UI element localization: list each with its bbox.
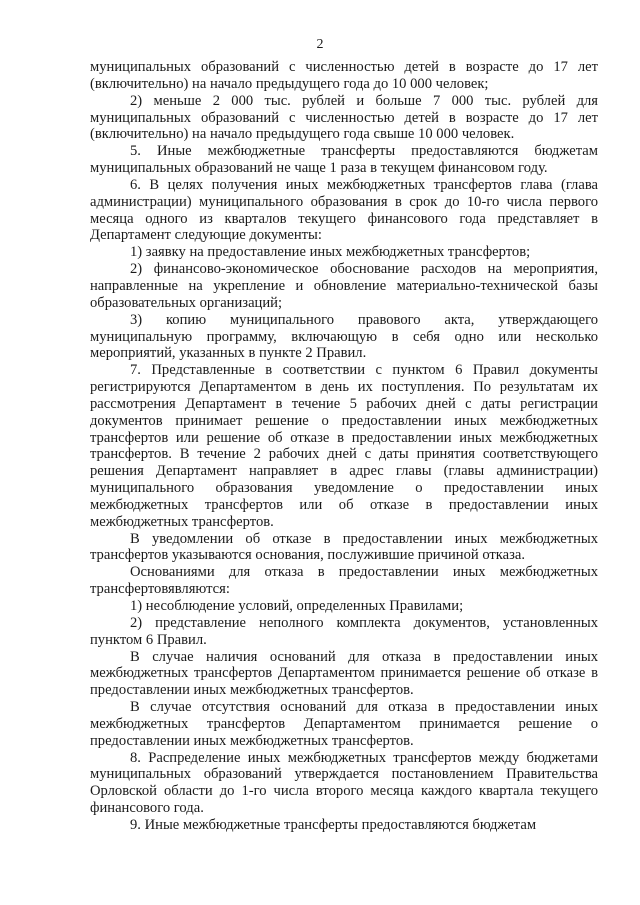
paragraph-clause-7: 7. Представленные в соответствии с пунктом 6 Правил документы регистрируются Департаментом в день их поступления. По результатам их рассмотрения Департамент в течение 5 рабочих дней с даты регистрации документов принимает решение о предоставлении иных межбюджетных трансфертов или решение об отказе в предоставлении иных межбюджетных трансфертов. В течение 2 рабочих дней с даты принятия соответствующего решения Департамент направляет в адрес главы (главы администрации) муниципального образования уведомление о предоставлении иных межбюджетных трансфертов или об отказе в предоставлении иных межбюджетных трансфертов. xyxy=(90,362,598,530)
paragraph-ground-2: 2) представление неполного комплекта документов, установленных пунктом 6 Правил. xyxy=(90,614,598,648)
paragraph-item-6-1: 1) заявку на предоставление иных межбюджетных трансфертов; xyxy=(130,244,531,261)
paragraph-item-4-2: 2) меньше 2 000 тыс. рублей и больше 7 000 тыс. рублей для муниципальных образований с численностью детей в возрасте до 17 лет (включительно) на начало предыдущего года свыше 10 000 человек. xyxy=(90,92,598,143)
paragraph-item-6-3: 3) копию муниципального правового акта, утверждающего муниципальную программу, включающую в себя одно или несколько мероприятий, указанных в пункте 2 Правил. xyxy=(90,311,598,362)
paragraph-refusal-decision: В случае наличия оснований для отказа в предоставлении иных межбюджетных трансфертов Департаментом принимается решение об отказе в предоставлении иных межбюджетных трансфертов. xyxy=(90,648,598,699)
paragraph-continuation: муниципальных образований с численностью детей в возрасте до 17 лет (включительно) на начало предыдущего года до 10 000 человек; xyxy=(90,59,598,92)
paragraph-item-6-2: 2) финансово-экономическое обоснование расходов на мероприятия, направленные на укрепление и обновление материально-технической базы образовательных организаций; xyxy=(90,261,598,311)
paragraph-ground-1: 1) несоблюдение условий, определенных Правилами; xyxy=(130,598,464,614)
document-body xyxy=(90,59,598,834)
paragraph-refusal-grounds: Основаниями для отказа в предоставлении иных межбюджетных трансфертовявляются: xyxy=(90,564,598,598)
page-number: 2 xyxy=(316,37,324,52)
paragraph-clause-8: 8. Распределение иных межбюджетных трансфертов между бюджетами муниципальных образований утверждается постановлением Правительства Орловской области до 1-го числа второго месяца каждого квартала текущего финансового года. xyxy=(90,749,598,817)
paragraph-clause-5: 5. Иные межбюджетные трансферты предоставляются бюджетам муниципальных образований не чаще 1 раза в текущем финансовом году. xyxy=(90,143,598,177)
paragraph-clause-9: 9. Иные межбюджетные трансферты предоставляются бюджетам xyxy=(130,816,537,833)
paragraph-refusal-notice: В уведомлении об отказе в предоставлении иных межбюджетных трансфертов указываются основания, послужившие причиной отказа. xyxy=(90,530,598,564)
paragraph-grant-decision: В случае отсутствия оснований для отказа в предоставлении иных межбюджетных трансфертов Департаментом принимается решение о предоставлении иных межбюджетных трансфертов. xyxy=(90,699,598,749)
paragraph-clause-6: 6. В целях получения иных межбюджетных трансфертов глава (глава администрации) муниципального образования в срок до 10-го числа первого месяца одного из кварталов текущего финансового года представляет в Департамент следующие документы: xyxy=(90,176,598,244)
